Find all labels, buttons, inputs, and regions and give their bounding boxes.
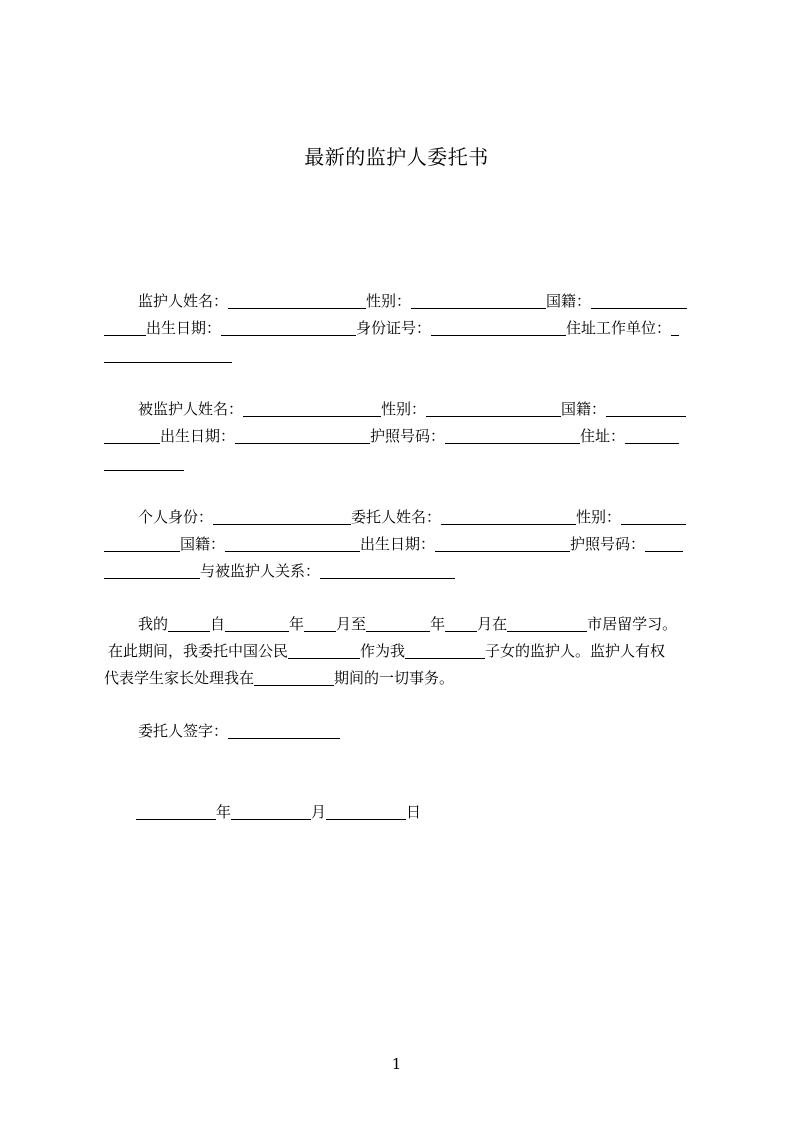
principal-identity-blank[interactable] bbox=[213, 508, 351, 525]
signature-line bbox=[138, 721, 340, 741]
statement-as-my: 作为我 bbox=[360, 642, 406, 660]
ward-address-label: 住址： bbox=[580, 427, 626, 445]
principal-identity-label: 个人身份： bbox=[138, 508, 214, 526]
statement-line-2 bbox=[108, 641, 665, 661]
statement-line-3 bbox=[104, 668, 454, 688]
guardian-id-blank[interactable] bbox=[431, 319, 566, 336]
ward-line-1 bbox=[138, 399, 686, 419]
date-month-blank[interactable] bbox=[231, 803, 311, 820]
ward-line-2 bbox=[104, 426, 679, 446]
ward-address-blank[interactable] bbox=[625, 427, 679, 444]
end-year-blank[interactable] bbox=[366, 615, 430, 632]
date-line bbox=[136, 802, 421, 822]
city-blank[interactable] bbox=[507, 615, 587, 632]
statement-from: 自 bbox=[210, 615, 226, 633]
principal-relation-blank[interactable] bbox=[320, 562, 455, 579]
document-title: 最新的监护人委托书 bbox=[304, 145, 489, 169]
ward-birth-date-blank[interactable] bbox=[235, 427, 370, 444]
statement-line-1 bbox=[138, 614, 677, 634]
principal-nationality-blank[interactable] bbox=[225, 535, 360, 552]
ward-gender-label: 性别： bbox=[381, 400, 427, 418]
guardian-birth-date-blank[interactable] bbox=[221, 319, 356, 336]
principal-birth-date-label: 出生日期： bbox=[360, 535, 436, 553]
principal-name-blank[interactable] bbox=[441, 508, 576, 525]
start-year-blank[interactable] bbox=[225, 615, 289, 632]
page-number: 1 bbox=[391, 1055, 402, 1073]
date-day-blank[interactable] bbox=[326, 803, 406, 820]
guardian-name-label: 监护人姓名： bbox=[138, 292, 229, 310]
ward-gender-blank[interactable] bbox=[426, 400, 561, 417]
end-month-blank[interactable] bbox=[445, 615, 477, 632]
statement-represent: 代表学生家长处理我在 bbox=[104, 669, 255, 687]
principal-passport-label: 护照号码： bbox=[570, 535, 646, 553]
statement-month-to: 月至 bbox=[336, 615, 367, 633]
ward-nationality-label: 国籍： bbox=[561, 400, 607, 418]
guardian-line-3 bbox=[104, 345, 232, 365]
guardian-address-label: 住址工作单位： bbox=[566, 319, 672, 337]
signature-label: 委托人签字： bbox=[138, 722, 229, 740]
principal-line-3 bbox=[104, 561, 455, 581]
guardian-birth-date-label: 出生日期： bbox=[146, 319, 222, 337]
signature-blank[interactable] bbox=[228, 722, 340, 739]
guardian-name-blank[interactable] bbox=[228, 292, 366, 309]
ward-birth-date-label: 出生日期： bbox=[160, 427, 236, 445]
guardian-gender-blank[interactable] bbox=[411, 292, 546, 309]
ward-name-label: 被监护人姓名： bbox=[138, 400, 244, 418]
statement-guardian-of: 子女的监护人。监护人有权 bbox=[485, 642, 666, 660]
date-year-blank[interactable] bbox=[136, 803, 216, 820]
statement-city-study: 市居留学习。 bbox=[587, 615, 678, 633]
principal-line-1 bbox=[138, 507, 686, 527]
statement-year-1: 年 bbox=[289, 615, 305, 633]
principal-gender-blank[interactable] bbox=[621, 508, 686, 525]
ward-passport-blank[interactable] bbox=[445, 427, 580, 444]
principal-passport-blank[interactable] bbox=[645, 535, 683, 552]
child-blank[interactable] bbox=[168, 615, 210, 632]
statement-my: 我的 bbox=[138, 615, 169, 633]
ward-address-blank-cont[interactable] bbox=[104, 454, 184, 471]
guardian-address-blank[interactable] bbox=[671, 319, 679, 336]
date-day-label: 日 bbox=[406, 803, 422, 821]
guardian-address-blank-cont[interactable] bbox=[104, 346, 232, 363]
guardian-gender-label: 性别： bbox=[366, 292, 412, 310]
guardian-line-1 bbox=[138, 291, 687, 311]
guardian-id-label: 身份证号： bbox=[356, 319, 432, 337]
guardian-nationality-label: 国籍： bbox=[546, 292, 592, 310]
guardian-nationality-blank-cont[interactable] bbox=[104, 319, 146, 336]
ward-nationality-blank-cont[interactable] bbox=[104, 427, 160, 444]
principal-gender-label: 性别： bbox=[576, 508, 622, 526]
statement-affairs: 期间的一切事务。 bbox=[334, 669, 455, 687]
statement-month-in: 月在 bbox=[477, 615, 508, 633]
ward-name-blank[interactable] bbox=[243, 400, 381, 417]
date-year-label: 年 bbox=[216, 803, 232, 821]
ward-nationality-blank[interactable] bbox=[606, 400, 686, 417]
principal-relation-label: 与被监护人关系： bbox=[200, 562, 321, 580]
principal-name-label: 委托人姓名： bbox=[351, 508, 442, 526]
principal-birth-date-blank[interactable] bbox=[435, 535, 570, 552]
principal-gender-blank-cont[interactable] bbox=[104, 535, 180, 552]
date-month-label: 月 bbox=[311, 803, 327, 821]
principal-nationality-label: 国籍： bbox=[180, 535, 226, 553]
ward-passport-label: 护照号码： bbox=[370, 427, 446, 445]
child-name-blank[interactable] bbox=[405, 642, 485, 659]
statement-year-2: 年 bbox=[430, 615, 446, 633]
principal-line-2 bbox=[104, 534, 683, 554]
principal-passport-blank-cont[interactable] bbox=[104, 562, 200, 579]
agent-name-blank[interactable] bbox=[288, 642, 360, 659]
statement-during: 在此期间，我委托中国公民 bbox=[108, 642, 289, 660]
guardian-nationality-blank[interactable] bbox=[591, 292, 687, 309]
ward-line-3 bbox=[104, 453, 184, 473]
start-month-blank[interactable] bbox=[304, 615, 336, 632]
guardian-line-2 bbox=[104, 318, 679, 338]
location-blank[interactable] bbox=[254, 669, 334, 686]
